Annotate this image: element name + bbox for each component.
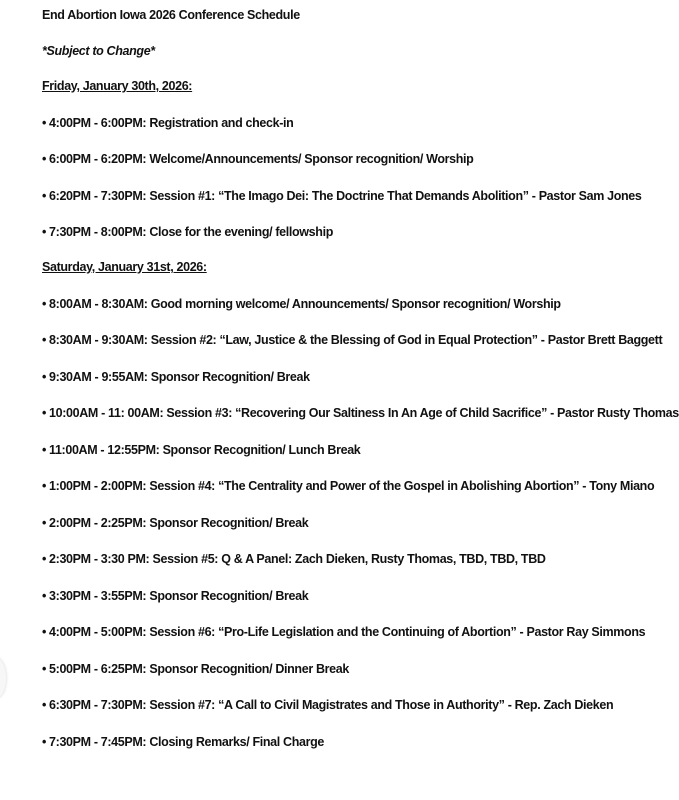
bullet-icon: • bbox=[42, 406, 47, 420]
schedule-document bbox=[42, 6, 679, 751]
schedule-item bbox=[42, 477, 655, 495]
schedule-item bbox=[42, 587, 594, 605]
schedule-item bbox=[42, 623, 646, 641]
bullet-icon: • bbox=[42, 734, 47, 749]
bullet-icon: • bbox=[42, 588, 47, 603]
document-title: End Abortion Iowa 2026 Conference Schedule bbox=[42, 8, 300, 22]
schedule-item-text: 6:00PM - 6:20PM: Welcome/Announcements/ Sponsor recognition/ Worship bbox=[49, 152, 474, 166]
schedule-item bbox=[42, 696, 614, 714]
schedule-item-text: 1:00PM - 2:00PM: Session #4: “The Centrality and Power of the Gospel in Abolishing Abortion” - Tony Miano bbox=[49, 479, 655, 493]
schedule-item bbox=[42, 368, 594, 386]
bullet-icon: • bbox=[42, 515, 47, 530]
schedule-item bbox=[42, 331, 663, 349]
side-panel-handle[interactable] bbox=[0, 658, 6, 698]
schedule-item bbox=[42, 660, 594, 678]
schedule-item bbox=[42, 295, 594, 313]
bullet-icon: • bbox=[42, 296, 47, 311]
schedule-item bbox=[42, 514, 594, 532]
bullet-icon: • bbox=[42, 152, 47, 166]
schedule-item bbox=[42, 733, 594, 751]
schedule-item bbox=[42, 150, 594, 168]
schedule-item-text: 9:30AM - 9:55AM: Sponsor Recognition/ Break bbox=[49, 369, 310, 384]
schedule-item bbox=[42, 114, 594, 132]
subject-to-change-note: *Subject to Change* bbox=[42, 44, 155, 58]
schedule-item bbox=[42, 404, 679, 422]
schedule-item-text: 11:00AM - 12:55PM: Sponsor Recognition/ Lunch Break bbox=[49, 442, 361, 457]
bullet-icon: • bbox=[42, 369, 47, 384]
schedule-item-text: 2:30PM - 3:30 PM: Session #5: Q & A Panel: Zach Dieken, Rusty Thomas, TBD, TBD, TBD bbox=[49, 552, 546, 566]
schedule-item-text: 3:30PM - 3:55PM: Sponsor Recognition/ Break bbox=[49, 588, 309, 603]
schedule-item bbox=[42, 550, 594, 568]
schedule-item-text: 6:20PM - 7:30PM: Session #1: “The Imago Dei: The Doctrine That Demands Abolition” - Pastor Sam Jones bbox=[49, 188, 642, 203]
schedule-item bbox=[42, 441, 594, 459]
schedule-item bbox=[42, 187, 642, 205]
schedule-item-text: 7:30PM - 8:00PM: Close for the evening/ fellowship bbox=[49, 225, 333, 239]
day-heading-saturday: Saturday, January 31st, 2026: bbox=[42, 260, 207, 274]
bullet-icon: • bbox=[42, 479, 47, 493]
schedule-item-text: 2:00PM - 2:25PM: Sponsor Recognition/ Break bbox=[49, 515, 309, 530]
bullet-icon: • bbox=[42, 333, 47, 347]
bullet-icon: • bbox=[42, 225, 47, 239]
bullet-icon: • bbox=[42, 115, 47, 130]
saturday-schedule-list bbox=[42, 295, 679, 751]
schedule-item bbox=[42, 223, 594, 241]
schedule-item-text: 6:30PM - 7:30PM: Session #7: “A Call to Civil Magistrates and Those in Authority” - Rep. Zach Dieken bbox=[49, 698, 614, 712]
schedule-item-text: 8:00AM - 8:30AM: Good morning welcome/ Announcements/ Sponsor recognition/ Worship bbox=[49, 296, 561, 311]
bullet-icon: • bbox=[42, 661, 47, 676]
friday-schedule-list bbox=[42, 114, 642, 242]
bullet-icon: • bbox=[42, 552, 47, 566]
day-heading-friday: Friday, January 30th, 2026: bbox=[42, 79, 193, 93]
schedule-item-text: 7:30PM - 7:45PM: Closing Remarks/ Final Charge bbox=[49, 734, 324, 749]
schedule-item-text: 8:30AM - 9:30AM: Session #2: “Law, Justice & the Blessing of God in Equal Protection” - Pastor Brett Baggett bbox=[49, 333, 663, 347]
schedule-item-text: 5:00PM - 6:25PM: Sponsor Recognition/ Dinner Break bbox=[49, 661, 349, 676]
bullet-icon: • bbox=[42, 698, 47, 712]
bullet-icon: • bbox=[42, 188, 47, 203]
schedule-item-text: 4:00PM - 6:00PM: Registration and check-in bbox=[49, 115, 294, 130]
bullet-icon: • bbox=[42, 625, 47, 639]
bullet-icon: • bbox=[42, 442, 47, 457]
schedule-item-text: 10:00AM - 11: 00AM: Session #3: “Recovering Our Saltiness In An Age of Child Sacrifice” - Pastor Rusty Thomas bbox=[49, 406, 679, 420]
schedule-item-text: 4:00PM - 5:00PM: Session #6: “Pro-Life Legislation and the Continuing of Abortion” - Pastor Ray Simmons bbox=[49, 625, 646, 639]
